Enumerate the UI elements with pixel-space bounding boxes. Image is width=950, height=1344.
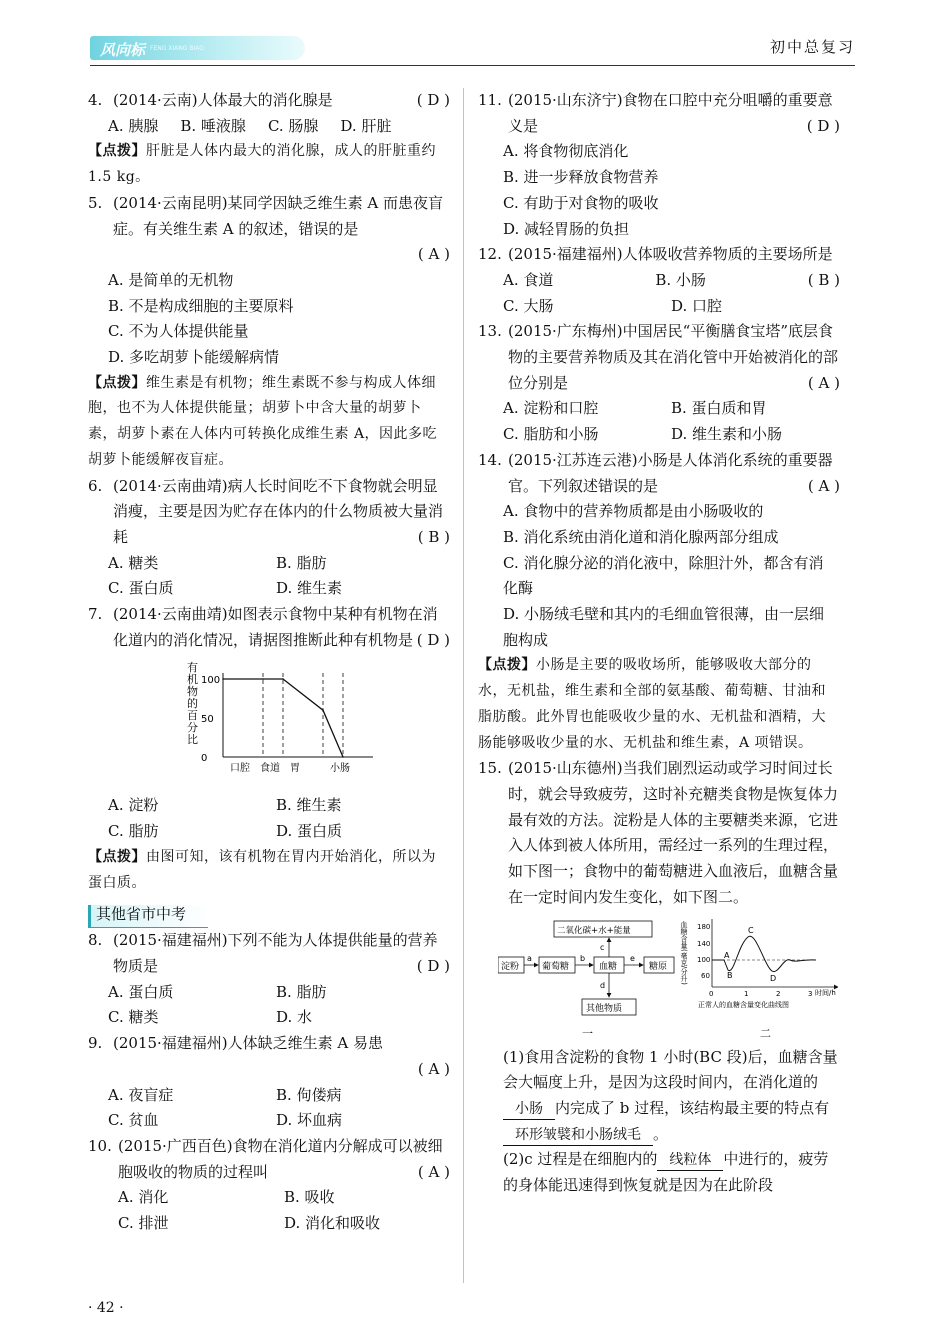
question-text: (2015·山东德州)当我们剧烈运动或学习时间过长时，就会导致疲劳，这时补充糖类食物是恢复体力最有效的方法。淀粉是人体的主要糖类来源，它进入人体到被人体所用，需经过一系列的生理过程，如下图一；食物中的葡萄糖进入血液后，血糖含量在一定时间内发生变化，如下图二。 — [508, 759, 839, 906]
answer: ( D ) — [416, 91, 450, 109]
hint — [478, 653, 840, 756]
question-number: 9. — [88, 1034, 103, 1053]
option-b: B. 小肠 — [655, 270, 706, 289]
figure-15 — [498, 915, 838, 1045]
question-text: (2014·云南曲靖)病人长时间吃不下食物就会明显消瘦，主要是因为贮存在体内的什么物质被大量消耗 — [113, 476, 444, 546]
option-a: A. 胰腺 — [108, 116, 159, 135]
sub-question-2-text-a: (2)c 过程是在细胞内的 — [503, 1150, 658, 1169]
option-b: B. 进一步释放食物营养 — [503, 168, 659, 187]
answer: ( D ) — [806, 116, 840, 135]
flow-diagram — [498, 921, 674, 1040]
option-d: D. 坏血病 — [276, 1111, 343, 1130]
question-10 — [88, 1134, 450, 1237]
hint-label: 【点拨】 — [88, 374, 146, 391]
answer: ( A ) — [417, 245, 450, 264]
hint — [88, 371, 450, 474]
answer: ( A ) — [807, 373, 840, 392]
figure-caption-2: 二 — [760, 1026, 771, 1040]
question-text: (2015·福建福州)人体缺乏维生素 A 易患 — [113, 1034, 384, 1053]
option-c: C. 脂肪和小肠 — [503, 425, 599, 444]
question-14 — [478, 448, 840, 756]
y-axis-label-char: 的 — [187, 697, 198, 711]
y-tick-label: 50 — [201, 714, 214, 726]
page-number: · 42 · — [88, 1300, 124, 1316]
answer: ( A ) — [807, 476, 840, 495]
node-energy: 二氧化碳+水+能量 — [557, 925, 631, 936]
answer: ( D ) — [416, 630, 450, 649]
sub-question-1-text-a: (1)食用含淀粉的食物 1 小时(BC 段)后，血糖含量会大幅度上升，是因为这段时间内，在消化道的 — [503, 1047, 838, 1092]
data-point — [322, 710, 324, 712]
hint-label: 【点拨】 — [478, 657, 536, 674]
header-divider — [90, 65, 855, 66]
question-text: (2015·山东济宁)食物在口腔中充分咀嚼的重要意义是 — [508, 91, 833, 135]
question-12 — [478, 242, 840, 319]
option-c: C. 糖类 — [108, 1008, 159, 1027]
option-d: D. 蛋白质 — [276, 822, 343, 841]
hint — [88, 845, 450, 896]
question-9 — [88, 1031, 450, 1134]
option-d: D. 肝脏 — [340, 116, 392, 135]
header-title: 初中总复习 — [769, 38, 855, 56]
option-a: A. 消化 — [118, 1188, 169, 1207]
option-a: A. 蛋白质 — [108, 982, 174, 1001]
arrow-e: e — [630, 953, 635, 963]
question-number: 5. — [88, 193, 103, 212]
blank-1: 小肠 — [503, 1099, 555, 1120]
option-a: A. 将食物彻底消化 — [503, 142, 629, 161]
logo-subtext: FENG XIANG BIAO — [150, 45, 204, 52]
y-tick-180: 180 — [697, 922, 711, 931]
section-heading — [88, 902, 450, 926]
answer: ( B ) — [807, 270, 840, 289]
sub-question-1 — [478, 1045, 840, 1148]
hint-text: 维生素是有机物；维生素既不参与构成人体细胞，也不为人体提供能量；胡萝卜中含大量的胡萝卜素，胡萝卜素在人体内可转换化成维生素 A，因此多吃胡萝卜能缓解夜盲症。 — [88, 374, 438, 468]
option-b: B. 维生素 — [276, 796, 342, 815]
question-text: (2015·福建福州)人体吸收营养物质的主要场所是 — [508, 245, 833, 264]
option-d: D. 水 — [276, 1008, 313, 1027]
option-c: C. 蛋白质 — [108, 579, 174, 598]
option-a: A. 夜盲症 — [108, 1085, 174, 1104]
option-a: A. 淀粉 — [108, 796, 159, 815]
y-tick-140: 140 — [697, 939, 711, 948]
arrow-c: c — [600, 942, 605, 952]
question-number: 6. — [88, 476, 103, 495]
option-d: D. 消化和吸收 — [284, 1214, 381, 1233]
question-number: 10. — [88, 1136, 112, 1155]
question-number: 13. — [478, 322, 502, 341]
chart2-xlabel: 时间/h — [815, 988, 836, 997]
node-other: 其他物质 — [586, 1003, 623, 1014]
y-axis-label-char: 分 — [187, 721, 198, 735]
y-axis-label-char: 有 — [187, 661, 198, 675]
sub-question-1-text-c: 。 — [653, 1124, 669, 1143]
question-text: (2015·福建福州)下列不能为人体提供能量的营养物质是 — [113, 931, 438, 975]
hint-text: 由图可知，该有机物在胃内开始消化，所以为蛋白质。 — [88, 848, 436, 891]
sub-question-2-text-b: 中进行的，疲劳的身体能迅速得到恢复就是因为在此阶段 — [503, 1150, 829, 1195]
option-b: B. 蛋白质和胃 — [671, 399, 767, 418]
option-b: B. 不是构成细胞的主要原料 — [108, 296, 294, 315]
node-starch: 淀粉 — [501, 961, 520, 972]
x-tick-label: 胃 — [290, 763, 300, 775]
question-text: (2014·云南)人体最大的消化腺是 — [113, 91, 333, 109]
option-c: C. 有助于对食物的吸收 — [503, 193, 659, 212]
y-tick-label: 100 — [201, 675, 221, 687]
answer: ( A ) — [417, 1162, 450, 1181]
data-point — [262, 679, 264, 681]
option-b: B. 脂肪 — [276, 553, 327, 572]
option-d: D. 多吃胡萝卜能缓解病情 — [108, 348, 280, 367]
option-a: A. 食道 — [503, 270, 554, 289]
option-c: C. 脂肪 — [108, 822, 159, 841]
y-axis-label-char: 比 — [187, 733, 198, 747]
question-number: 11. — [478, 91, 502, 109]
chart2-subtitle: 正常人的血糖含量变化曲线图 — [698, 1000, 789, 1009]
option-d: D. 小肠绒毛壁和其内的毛细血管很薄，由一层细胞构成 — [503, 605, 825, 649]
option-c: C. 大肠 — [503, 296, 554, 315]
x-tick-3: 3 — [808, 989, 813, 998]
column-divider — [463, 88, 464, 1283]
chart2-ylabel: 血糖含量(毫克/分升) — [680, 920, 688, 985]
option-a: A. 糖类 — [108, 553, 159, 572]
option-b: B. 吸收 — [284, 1188, 335, 1207]
point-a: A — [724, 950, 730, 960]
question-text: (2015·广西百色)食物在消化道内分解成可以被细胞吸收的物质的过程叫 — [118, 1136, 443, 1181]
point-c: C — [748, 925, 754, 935]
arrow-d: d — [600, 980, 606, 990]
blank-2: 环形皱襞和小肠绒毛 — [503, 1125, 653, 1146]
option-b: B. 消化系统由消化道和消化腺两部分组成 — [503, 527, 779, 546]
option-d: D. 维生素 — [276, 579, 343, 598]
question-text: (2015·江苏连云港)小肠是人体消化系统的重要器官。下列叙述错误的是 — [508, 450, 833, 495]
sub-question-1-text-b: 内完成了 b 过程，该结构最主要的特点有 — [555, 1098, 830, 1117]
question-15 — [478, 756, 840, 1198]
option-c: C. 贫血 — [108, 1111, 159, 1130]
question-text: (2014·云南曲靖)如图表示食物中某种有机物在消化道内的消化情况，请据图推断此种有机物是 — [113, 605, 438, 649]
question-text: (2015·广东梅州)中国居民“平衡膳食宝塔”底层食物的主要营养物质及其在消化管中开始被消化的部位分别是 — [508, 322, 839, 392]
answer: ( D ) — [416, 956, 450, 975]
option-d: D. 减轻胃肠的负担 — [503, 219, 630, 238]
question-8 — [88, 928, 450, 1031]
point-b: B — [727, 970, 733, 980]
y-axis-label-char: 百 — [187, 709, 198, 723]
option-d: D. 维生素和小肠 — [671, 425, 783, 444]
data-point — [342, 757, 344, 759]
y-tick-label: 0 — [201, 753, 208, 765]
data-point — [282, 679, 284, 681]
x-tick-2: 2 — [776, 989, 781, 998]
option-b: B. 脂肪 — [276, 982, 327, 1001]
question-13 — [478, 319, 840, 448]
arrow-b: b — [580, 953, 586, 963]
hint-label: 【点拨】 — [88, 848, 146, 865]
point-d: D — [770, 973, 777, 983]
question-5 — [88, 191, 450, 474]
figure-caption-1: 一 — [582, 1026, 593, 1040]
question-11 — [478, 88, 840, 242]
arrow-a: a — [527, 953, 532, 963]
question-4 — [88, 88, 450, 191]
question-number: 15. — [478, 759, 502, 778]
question-number: 7. — [88, 605, 103, 624]
blood-sugar-chart — [680, 919, 838, 1040]
blank-3: 线粒体 — [657, 1150, 723, 1171]
x-tick-label: 小肠 — [330, 763, 350, 775]
y-axis-label-char: 机 — [187, 673, 198, 687]
data-point — [222, 679, 224, 681]
option-a: A. 是简单的无机物 — [108, 270, 234, 289]
option-c: C. 肠腺 — [267, 116, 319, 135]
option-d: D. 口腔 — [671, 296, 723, 315]
logo — [90, 36, 305, 60]
left-column — [88, 88, 450, 1237]
x-tick-1: 1 — [744, 989, 749, 998]
question-6 — [88, 474, 450, 603]
option-a: A. 淀粉和口腔 — [503, 399, 599, 418]
hint — [88, 139, 450, 190]
logo-text: 风向标 — [100, 41, 146, 59]
right-column — [478, 88, 840, 1199]
node-glucose: 葡萄糖 — [542, 961, 570, 972]
question-7 — [88, 602, 450, 896]
question-number: 8. — [88, 931, 103, 950]
answer: ( B ) — [417, 527, 450, 546]
node-blood-sugar: 血糖 — [599, 961, 618, 972]
digestion-chart — [183, 657, 373, 787]
question-number: 12. — [478, 245, 502, 264]
x-tick-label: 食道 — [260, 763, 280, 775]
option-b: B. 佝偻病 — [276, 1085, 342, 1104]
y-tick-60: 60 — [701, 971, 710, 980]
hint-text: 小肠是主要的吸收场所，能够吸收大部分的水，无机盐，维生素和全部的氨基酸、葡萄糖、甘油和脂肪酸。此外胃也能吸收少量的水、无机盐和酒精，大肠能够吸收少量的水、无机盐和维生素，A 项错误。 — [478, 657, 826, 751]
y-tick-100: 100 — [697, 955, 711, 964]
question-number: 4. — [88, 91, 103, 109]
x-tick-label: 口腔 — [230, 763, 250, 775]
sub-question-2 — [478, 1147, 840, 1198]
hint-text: 肝脏是人体内最大的消化腺，成人的肝脏重约 1.5 kg。 — [88, 143, 436, 186]
option-c: C. 排泄 — [118, 1214, 169, 1233]
y-axis-label-char: 物 — [187, 685, 198, 699]
page-header — [90, 30, 855, 70]
node-glycogen: 糖原 — [649, 961, 668, 972]
question-text: (2014·云南昆明)某同学因缺乏维生素 A 而患夜盲症。有关维生素 A 的叙述，错误的是 — [113, 193, 444, 238]
option-b: B. 唾液腺 — [180, 116, 246, 135]
hint-label: 【点拨】 — [88, 143, 146, 160]
option-c: C. 消化腺分泌的消化液中，除胆汁外，都含有消化酶 — [503, 553, 824, 598]
x-tick-0: 0 — [709, 989, 714, 998]
option-c: C. 不为人体提供能量 — [108, 322, 249, 341]
question-number: 14. — [478, 450, 502, 469]
answer: ( A ) — [417, 1059, 450, 1078]
section-title: 其他省市中考 — [96, 905, 187, 924]
option-a: A. 食物中的营养物质都是由小肠吸收的 — [503, 502, 764, 521]
